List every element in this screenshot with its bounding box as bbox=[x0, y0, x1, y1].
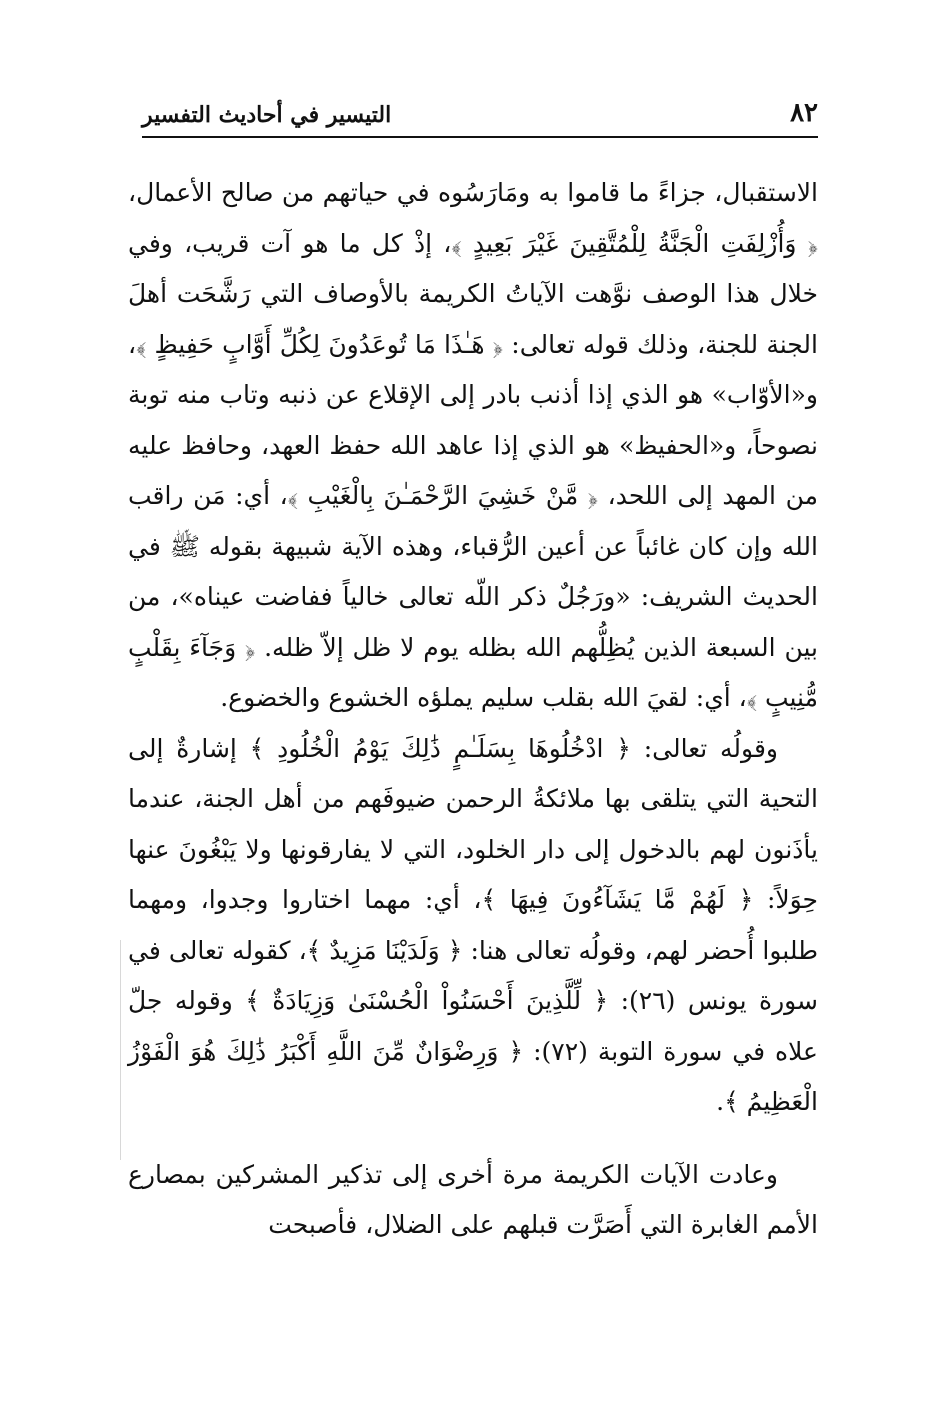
page-header bbox=[142, 96, 818, 138]
paragraph-3: وعادت الآيات الكريمة مرة أخرى إلى تذكير المشركين بمصارع الأمم الغابرة التي أَصَرَّت قبلهم على الضلال، فأصبحت bbox=[128, 1159, 818, 1239]
running-title: التيسير في أحاديث التفسير bbox=[142, 102, 392, 128]
paragraph-2: وقولُه تعالى: ﴿ ادْخُلُوهَا بِسَلَـٰمٍ ذَٰلِكَ يَوْمُ الْخُلُودِ ﴾ إشارةٌ إلى التحية التي يتلقى بها ملائكةُ الرحمن ضيوفَهم من أهل الجنة، عندما يأذَنون لهم بالدخول إلى دار الخلود، التي لا يفارقونها ولا يَبْغُونَ عنها حِوَلاً: ﴿ لَهُمْ مَّا يَشَآءُونَ فِيهَا ﴾، أي: مهما اختاروا وجدوا، ومهما طلبوا أُحضر لهم، وقولُه تعالى هنا: ﴿ وَلَدَيْنَا مَزِيدٌ ﴾، كقوله تعالى في سورة يونس (٢٦): ﴿ لِّلَّذِينَ أَحْسَنُواْ الْحُسْنَىٰ وَزِيَادَةٌ ﴾ وقوله جلّ علاه في سورة التوبة (٧٢): ﴿ وَرِضْوَانٌ مِّنَ اللَّهِ أَكْبَرُ ذَٰلِكَ هُوَ الْفَوْزُ الْعَظِيمُ ﴾. bbox=[128, 733, 819, 1116]
margin-rule bbox=[120, 940, 121, 1160]
page-number: ٨٢ bbox=[790, 98, 818, 128]
page-body bbox=[128, 168, 818, 1251]
paragraph-1: الاستقبال، جزاءً ما قاموا به ومَارَسُوه في حياتهم من صالح الأعمال، ﴿ وَأُزْلِفَتِ الْجَنَّةُ لِلْمُتَّقِينَ غَيْرَ بَعِيدٍ ﴾، إذْ كل ما هو آت قريب، وفي خلال هذا الوصف نوَّهت الآياتُ الكريمة بالأوصاف التي رَشَّحَت أهلَ الجنة للجنة، وذلك قوله تعالى: ﴿ هَـٰذَا مَا تُوعَدُونَ لِكُلِّ أَوَّابٍ حَفِيظٍ ﴾، و«الأوّاب» هو الذي إذا أذنب بادر إلى الإقلاع عن ذنبه وتاب منه توبة نصوحاً، و«الحفيظ» هو الذي إذا عاهد الله حفظ العهد، وحافظ عليه من المهد إلى اللحد، ﴿ مَّنْ خَشِيَ الرَّحْمَـٰنَ بِالْغَيْبِ ﴾، أي: مَن راقب الله وإن كان غائباً عن أعين الرُّقباء، وهذه الآية شبيهة بقوله ﷺ في الحديث الشريف: «ورَجُلٌ ذكر اللّه تعالى خالياً ففاضت عيناه»، من بين السبعة الذين يُظِلُّهم الله بظله يوم لا ظل إلاّ ظله. ﴿ وَجَآءَ بِقَلْبٍ مُّنِيبٍ ﴾، أي: لقيَ الله بقلب سليم يملؤه الخشوع والخضوع. bbox=[128, 178, 818, 712]
